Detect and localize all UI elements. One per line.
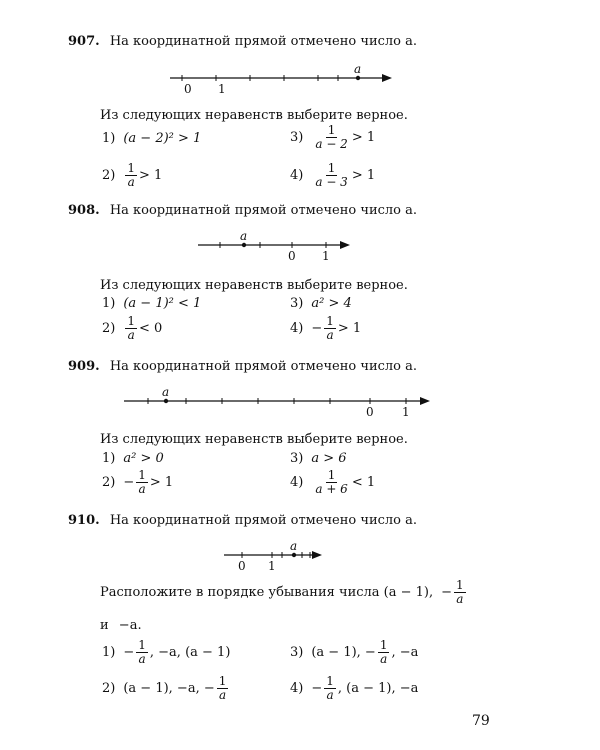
option-2: 2) (a − 1), −a, − $\frac{1}{a}$: [102, 674, 227, 702]
fraction: $\frac{1}{a}$: [326, 674, 334, 702]
fraction: $\frac{1}{a}$: [326, 314, 334, 342]
fraction: $\frac{1}{a}$: [379, 638, 388, 666]
number-line: [198, 229, 358, 263]
fraction: $\frac{1}{a}$: [127, 314, 135, 342]
tick-label-one: 1: [402, 405, 410, 419]
problem-header: [68, 34, 417, 49]
point-label-a: a: [354, 62, 362, 76]
point-label-a: a: [290, 539, 298, 553]
option-2: 2) − $\frac{1}{a}$ > 1: [102, 468, 174, 496]
tick-label-one: 1: [322, 249, 330, 263]
option-3: 3) $\frac{1}{a - 2}$ > 1: [290, 123, 376, 151]
problem-statement: На координатной прямой отмечено число a.: [109, 203, 417, 218]
option-1: 1) − $\frac{1}{a}$ , −a, (a − 1): [102, 638, 231, 666]
fraction: $\frac{1}{a}$: [127, 161, 135, 189]
option-1: 1) a² > 0: [102, 451, 164, 466]
option-1: 1) (a − 2)² > 1: [102, 131, 202, 146]
fraction: $\frac{1}{a - 3}$: [315, 161, 348, 189]
problem-header: [68, 513, 417, 528]
tick-label-zero: 0: [184, 82, 192, 96]
tick-label-one: 1: [268, 559, 276, 573]
problem-prompt: Из следующих неравенств выберите верное.: [100, 108, 408, 123]
problem-prompt: Из следующих неравенств выберите верное.: [100, 278, 408, 293]
problem-number: 908.: [68, 203, 100, 218]
problem-header: [68, 203, 417, 218]
fraction: $\frac{1}{a}$: [138, 638, 146, 666]
option-3: 3) a > 6: [290, 451, 347, 466]
tick-label-zero: 0: [238, 559, 246, 573]
option-2: 2) $\frac{1}{a}$ < 0: [102, 314, 163, 342]
problem-statement: На координатной прямой отмечено число a.: [109, 359, 417, 374]
option-4: 4) $\frac{1}{a - 3}$ > 1: [290, 161, 376, 189]
problem-prompt: Расположите в порядке убывания числа (a − 1), − $\frac{1}{a}$: [100, 578, 464, 606]
problem-number: 910.: [68, 513, 100, 528]
fraction: $\frac{1}{a}$: [138, 468, 146, 496]
problem-statement: На координатной прямой отмечено число a.: [109, 513, 417, 528]
number-line: [170, 62, 400, 98]
tick-label-zero: 0: [288, 249, 296, 263]
tick-label-one: 1: [218, 82, 226, 96]
option-3: 3) (a − 1), − $\frac{1}{a}$ , −a: [290, 638, 419, 666]
tick-label-zero: 0: [366, 405, 374, 419]
problem-statement: На координатной прямой отмечено число a.: [109, 34, 417, 49]
problem-prompt: Из следующих неравенств выберите верное.: [100, 432, 408, 447]
problem-header: [68, 359, 417, 374]
point-label-a: a: [240, 229, 248, 243]
problem-prompt-continuation: и −a.: [100, 618, 142, 633]
fraction: $\frac{1}{a + 6}$: [315, 468, 348, 496]
option-3: 3) a² > 4: [290, 296, 352, 311]
fraction: $\frac{1}{a}$: [218, 674, 227, 702]
option-4: 4) − $\frac{1}{a}$ > 1: [290, 314, 362, 342]
fraction: $\frac{1}{a}$: [456, 578, 464, 606]
fraction: $\frac{1}{a - 2}$: [315, 123, 348, 151]
problem-number: 907.: [68, 34, 100, 49]
option-1: 1) (a − 1)² < 1: [102, 296, 202, 311]
option-2: 2) $\frac{1}{a}$ > 1: [102, 161, 163, 189]
option-4: 4) − $\frac{1}{a}$ , (a − 1), −a: [290, 674, 419, 702]
number-line: [224, 541, 334, 573]
number-line: [124, 385, 444, 419]
point-label-a: a: [162, 385, 170, 399]
page-number: 79: [472, 713, 490, 729]
problem-number: 909.: [68, 359, 100, 374]
option-4: 4) $\frac{1}{a + 6}$ < 1: [290, 468, 376, 496]
